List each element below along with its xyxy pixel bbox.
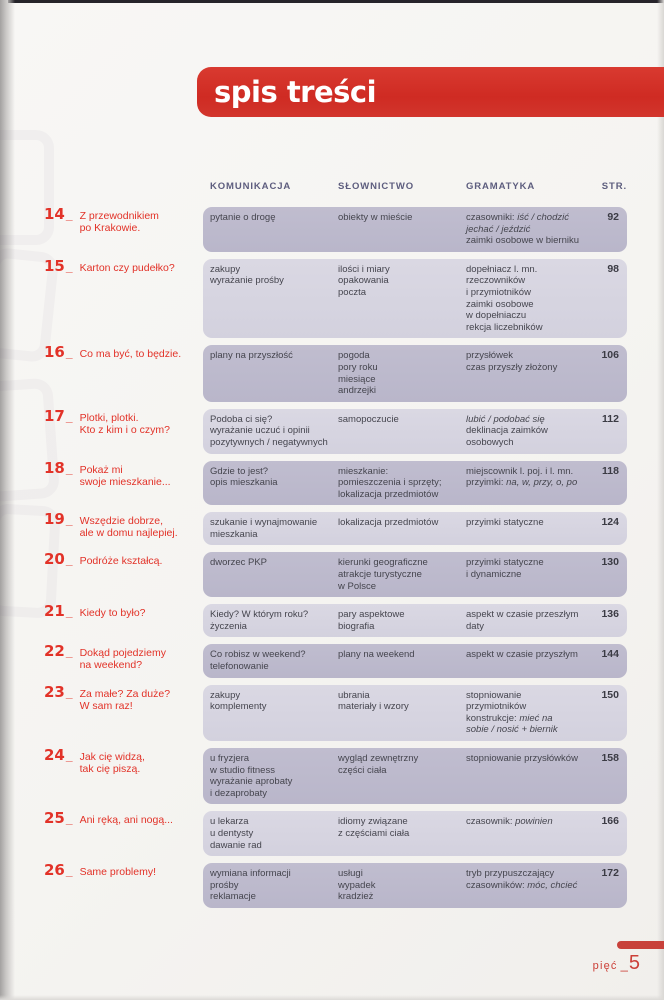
- cell-gramatyka: [466, 264, 593, 334]
- chapter-title-line: Jak cię widzą,: [79, 751, 145, 763]
- cell-line: plany na weekend: [338, 649, 415, 661]
- chapter-title-line: Z przewodnikiem: [79, 210, 159, 222]
- chapter-number-underscore: _: [65, 208, 73, 222]
- header-komunikacja: KOMUNIKACJA: [210, 181, 292, 192]
- cell-gramatyka: [466, 466, 593, 501]
- scan-edge-top: [8, 0, 664, 3]
- cell-slownictwo: [338, 414, 466, 449]
- chapter-label: [44, 682, 203, 741]
- cell-line: w Polsce: [338, 580, 377, 592]
- cell-gramatyka: [466, 868, 593, 903]
- cell-line: miesiące: [338, 373, 376, 385]
- cell-line: aspekt w czasie przeszłym: [466, 609, 579, 621]
- cell-line: miejscownik l. poj. i l. mn.: [466, 465, 574, 477]
- cell-line: z częściami ciała: [338, 827, 410, 839]
- chapter-title-line: W sam raz!: [79, 699, 133, 712]
- chapter-number: 25: [44, 809, 65, 828]
- cell-line: i przymiotników: [466, 286, 531, 298]
- cell-line: sobie / nosić + biernik: [466, 724, 558, 736]
- cell-line: przyimki: na, w, przy, o, po: [466, 477, 578, 489]
- cell-gramatyka: [466, 414, 593, 449]
- toc-row-box: [203, 259, 627, 339]
- header-slownictwo: SŁOWNICTWO: [338, 181, 415, 192]
- toc-row: [44, 458, 627, 506]
- page-number: 98: [607, 262, 619, 275]
- cell-line: jechać / jeździć: [466, 223, 531, 235]
- chapter-number: 14: [44, 205, 65, 223]
- cell-line: przyimki statyczne: [466, 517, 544, 529]
- chapter-title-line: Ani ręką, ani nogą...: [79, 814, 173, 827]
- chapter-number-underscore: _: [65, 259, 73, 274]
- chapter-number: 15: [44, 256, 65, 275]
- cell-slownictwo: [338, 690, 466, 736]
- cell-line: biografia: [338, 620, 375, 632]
- cell-line: czasownik: powinien: [466, 816, 553, 828]
- cell-line: rzeczowników: [466, 275, 526, 287]
- cell-komunikacja: [210, 414, 338, 449]
- chapter-label: [44, 345, 203, 401]
- chapter-title: [80, 208, 159, 234]
- chapter-title-line: na weekend?: [79, 659, 143, 672]
- chapter-title: [80, 553, 163, 567]
- cell-komunikacja: [210, 690, 338, 736]
- chapter-number: 18: [44, 458, 65, 477]
- cell-line: osobowych: [466, 436, 514, 448]
- cell-line: opis mieszkania: [210, 477, 278, 489]
- cell-line: komplementy: [210, 701, 267, 713]
- page-number-digit: 5: [628, 952, 640, 974]
- chapter-title-line: Co ma być, to będzie.: [79, 348, 182, 361]
- cell-line: dworzec PKP: [210, 557, 268, 569]
- cell-line: andrzejki: [338, 385, 377, 397]
- cell-line: przyimki statyczne: [466, 557, 544, 569]
- cell-line: stopniowanie: [466, 689, 522, 701]
- page-number: 166: [601, 815, 619, 828]
- cell-komunikacja: [210, 649, 338, 672]
- chapter-title: [80, 749, 145, 775]
- toc-row: [44, 811, 627, 856]
- cell-line: pory roku: [338, 361, 378, 373]
- toc-row-box: [203, 512, 627, 545]
- chapter-number-underscore: _: [65, 645, 73, 660]
- cell-line: opakowania: [338, 275, 389, 287]
- cell-line: u dentysty: [210, 827, 254, 839]
- page-number: 136: [601, 608, 619, 621]
- cell-line: rekcja liczebników: [466, 321, 543, 333]
- cell-line: daty: [466, 620, 484, 632]
- chapter-title: [80, 812, 173, 826]
- cell-line: samopoczucie: [338, 413, 399, 425]
- toc-row-box: [203, 863, 627, 908]
- header-spacer: [44, 181, 210, 192]
- toc-row: [44, 748, 627, 804]
- chapter-title-line: tak cię piszą.: [79, 763, 141, 775]
- page-number: 158: [601, 752, 619, 764]
- toc-row-box: [203, 461, 627, 506]
- chapter-title: [80, 686, 170, 712]
- cell-slownictwo: [338, 517, 466, 540]
- chapter-number-underscore: _: [65, 553, 73, 568]
- cell-line: Co robisz w weekend?: [210, 649, 306, 661]
- cell-gramatyka: [466, 690, 593, 736]
- chapter-number: 22: [44, 642, 65, 661]
- cell-slownictwo: [338, 466, 466, 501]
- cell-line: przysłówek: [466, 350, 513, 362]
- chapter-title-line: swoje mieszkanie...: [79, 475, 171, 488]
- cell-line: plany na przyszłość: [210, 350, 293, 362]
- toc-row: [44, 552, 627, 597]
- cell-line: deklinacja zaimków: [466, 425, 548, 437]
- cell-gramatyka: [466, 557, 593, 592]
- cell-line: w dopełniaczu: [466, 310, 527, 322]
- page-number: 106: [601, 349, 619, 362]
- chapter-number: 23: [44, 682, 65, 701]
- cell-line: szukanie i wynajmowanie: [210, 517, 318, 529]
- cell-line: atrakcje turystyczne: [338, 569, 422, 581]
- chapter-number-underscore: _: [65, 346, 73, 361]
- cell-line: Podoba ci się?: [210, 413, 273, 425]
- cell-line: i dezaprobaty: [210, 787, 268, 799]
- cell-slownictwo: [338, 609, 466, 632]
- cell-line: wyrażanie aprobaty: [210, 776, 293, 788]
- chapter-label: [44, 256, 203, 339]
- cell-gramatyka: [466, 609, 593, 632]
- chapter-number: 21: [44, 602, 65, 621]
- cell-line: obiekty w mieście: [338, 212, 413, 223]
- toc-row-box: [203, 207, 627, 252]
- cell-line: pozytywnych / negatywnych: [210, 436, 328, 448]
- cell-line: Gdzie to jest?: [210, 465, 269, 477]
- toc-rows: [44, 207, 627, 908]
- cell-line: dawanie rad: [210, 839, 262, 851]
- toc-row-box: [203, 409, 627, 454]
- chapter-number: 19: [44, 510, 65, 529]
- cell-line: wyrażanie prośby: [210, 275, 284, 287]
- chapter-label: [44, 748, 203, 804]
- cell-line: pomieszczenia i sprzęty;: [338, 477, 442, 489]
- chapter-title: [80, 346, 182, 360]
- page-number: 172: [601, 867, 619, 880]
- cell-line: poczta: [338, 286, 366, 298]
- chapter-title: [80, 513, 178, 539]
- chapter-title-line: ale w domu najlepiej.: [79, 527, 178, 540]
- cell-line: reklamacje: [210, 891, 256, 903]
- cell-line: mieszkania: [210, 528, 258, 540]
- page-number-separator: _: [620, 957, 628, 972]
- footer-accent-bar: [617, 941, 664, 949]
- cell-slownictwo: [338, 212, 466, 247]
- cell-line: części ciała: [338, 764, 387, 776]
- header-str: STR.: [601, 181, 627, 192]
- page-edge-shadow-right: [657, 0, 664, 1000]
- cell-line: pogoda: [338, 350, 370, 362]
- cell-line: idiomy związane: [338, 816, 408, 828]
- cell-line: tryb przypuszczający: [466, 868, 555, 880]
- chapter-number: 24: [44, 746, 65, 764]
- cell-slownictwo: [338, 868, 466, 903]
- toc-row: [44, 512, 627, 545]
- cell-gramatyka: [466, 649, 593, 672]
- chapter-title-line: Kto z kim i o czym?: [79, 423, 170, 436]
- cell-line: wypadek: [338, 879, 376, 891]
- chapter-title-line: Same problemy!: [79, 866, 157, 879]
- chapter-title: [80, 462, 171, 488]
- cell-line: pary aspektowe: [338, 609, 405, 621]
- cell-line: wygląd zewnętrzny: [338, 753, 419, 764]
- chapter-title-line: Za małe? Za duże?: [79, 687, 171, 700]
- chapter-title-line: po Krakowie.: [79, 222, 141, 234]
- cell-komunikacja: [210, 609, 338, 632]
- page-edge-shadow-bottom: [0, 995, 664, 1000]
- toc-row-box: [203, 644, 627, 677]
- chapter-number: 26: [44, 861, 65, 880]
- cell-line: wyrażanie uczuć i opinii: [210, 425, 310, 437]
- chapter-title-line: Pokaż mi: [79, 463, 123, 476]
- toc-row: [44, 682, 627, 741]
- cell-line: kierunki geograficzne: [338, 557, 428, 569]
- page-number: 112: [602, 412, 619, 425]
- chapter-title: [80, 410, 170, 436]
- toc-row-box: [203, 685, 627, 741]
- chapter-label: [44, 512, 203, 545]
- footer-page-indicator: [593, 953, 640, 973]
- page-number: 92: [607, 211, 619, 223]
- chapter-title: [80, 645, 166, 671]
- cell-komunikacja: [210, 816, 338, 851]
- chapter-label: [44, 644, 203, 677]
- cell-line: lokalizacja przedmiotów: [338, 517, 439, 529]
- chapter-title: [80, 864, 156, 878]
- cell-line: materiały i wzory: [338, 701, 409, 713]
- cell-line: i dynamiczne: [466, 569, 522, 581]
- toc-row-box: [203, 604, 627, 637]
- toc-row-box: [203, 748, 627, 804]
- chapter-number-underscore: _: [65, 461, 73, 476]
- cell-line: pytanie o drogę: [210, 212, 276, 223]
- cell-slownictwo: [338, 753, 466, 799]
- toc-row-box: [203, 811, 627, 856]
- toc-row-box: [203, 345, 627, 401]
- chapter-number-underscore: _: [65, 749, 73, 763]
- chapter-label: [44, 552, 203, 597]
- page-number: 150: [601, 688, 619, 701]
- cell-line: zaimki osobowe: [466, 298, 534, 310]
- chapter-title-line: Karton czy pudełko?: [79, 261, 175, 274]
- cell-komunikacja: [210, 753, 338, 799]
- cell-line: czasowników: móc, chcieć: [466, 879, 578, 891]
- cell-line: Kiedy? W którym roku?: [210, 609, 309, 621]
- toc-row: [44, 644, 627, 677]
- cell-gramatyka: [466, 816, 593, 851]
- cell-line: przymiotników: [466, 701, 527, 713]
- cell-line: konstrukcje: mieć na: [466, 712, 553, 724]
- chapter-number-underscore: _: [65, 409, 73, 424]
- cell-gramatyka: [466, 753, 593, 799]
- toc-row: [44, 406, 627, 454]
- chapter-title: [80, 260, 175, 274]
- toc-row: [44, 345, 627, 401]
- page-number: 118: [602, 464, 619, 477]
- cell-line: lubić / podobać się: [466, 413, 545, 425]
- cell-komunikacja: [210, 868, 338, 903]
- cell-slownictwo: [338, 350, 466, 396]
- chapter-label: [44, 604, 203, 637]
- chapter-label: [44, 406, 203, 454]
- chapter-title-line: Kiedy to było?: [79, 607, 146, 620]
- toc-row: [44, 256, 627, 339]
- chapter-number: 20: [44, 550, 65, 569]
- chapter-number-underscore: _: [65, 605, 73, 620]
- cell-line: telefonowanie: [210, 661, 269, 673]
- cell-line: ubrania: [338, 689, 370, 701]
- chapter-number-underscore: _: [65, 685, 73, 700]
- chapter-label: [44, 207, 203, 252]
- chapter-title-line: Wszędzie dobrze,: [79, 515, 164, 528]
- cell-komunikacja: [210, 466, 338, 501]
- chapter-banner: [197, 67, 664, 117]
- cell-line: ilości i miary: [338, 263, 390, 275]
- chapter-number-underscore: _: [65, 812, 73, 827]
- cell-komunikacja: [210, 557, 338, 592]
- cell-gramatyka: [466, 350, 593, 396]
- cell-line: u fryzjera: [210, 753, 250, 764]
- toc-row: [44, 604, 627, 637]
- cell-line: usługi: [338, 868, 363, 880]
- page-number: 144: [601, 648, 619, 661]
- toc-row: [44, 207, 627, 252]
- toc-header-row: [44, 181, 627, 192]
- cell-slownictwo: [338, 649, 466, 672]
- cell-line: stopniowanie przysłówków: [466, 753, 578, 764]
- cell-slownictwo: [338, 557, 466, 592]
- cell-line: czasowniki: iść / chodzić: [466, 212, 569, 223]
- cell-line: prośby: [210, 879, 239, 891]
- page-number-word: pięć: [592, 960, 618, 972]
- toc-row-box: [203, 552, 627, 597]
- cell-slownictwo: [338, 816, 466, 851]
- cell-komunikacja: [210, 517, 338, 540]
- cell-line: zaimki osobowe w bierniku: [466, 235, 579, 247]
- chapter-number: 16: [44, 343, 65, 362]
- chapter-number: 17: [44, 406, 65, 425]
- cell-line: u lekarza: [210, 816, 249, 828]
- chapter-label: [44, 863, 203, 908]
- chapter-number-underscore: _: [65, 513, 73, 528]
- chapter-title-line: Dokąd pojedziemy: [79, 647, 166, 660]
- cell-gramatyka: [466, 212, 593, 247]
- cell-line: czas przyszły złożony: [466, 361, 558, 373]
- page-title: spis treści: [214, 74, 377, 109]
- cell-line: w studio fitness: [210, 764, 275, 776]
- cell-slownictwo: [338, 264, 466, 334]
- cell-line: aspekt w czasie przyszłym: [466, 649, 578, 661]
- cell-line: kradzież: [338, 891, 374, 903]
- chapter-title-line: Podróże kształcą.: [79, 555, 163, 568]
- chapter-title-line: Plotki, plotki.: [79, 411, 139, 424]
- cell-line: dopełniacz l. mn.: [466, 263, 538, 275]
- page-number: 130: [601, 556, 619, 569]
- cell-line: zakupy: [210, 263, 241, 275]
- cell-komunikacja: [210, 212, 338, 247]
- chapter-label: [44, 458, 203, 506]
- chapter-title: [80, 605, 146, 619]
- chapter-label: [44, 811, 203, 856]
- cell-komunikacja: [210, 350, 338, 396]
- page-number: 124: [601, 516, 619, 529]
- cell-line: mieszkanie:: [338, 465, 389, 477]
- toc-table: [44, 181, 627, 915]
- cell-line: życzenia: [210, 620, 247, 632]
- cell-komunikacja: [210, 264, 338, 334]
- chapter-number-underscore: _: [65, 864, 73, 879]
- cell-line: lokalizacja przedmiotów: [338, 488, 439, 500]
- header-gramatyka: GRAMATYKA: [466, 181, 536, 192]
- cell-gramatyka: [466, 517, 593, 540]
- toc-row: [44, 863, 627, 908]
- cell-line: zakupy: [210, 689, 241, 701]
- cell-line: wymiana informacji: [210, 868, 291, 880]
